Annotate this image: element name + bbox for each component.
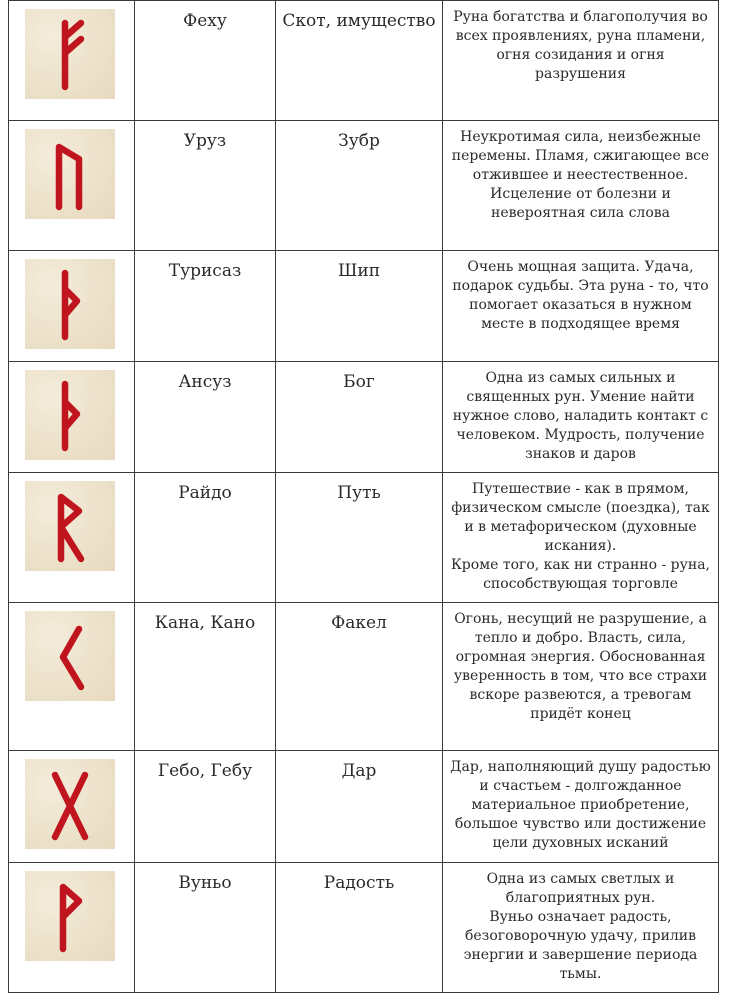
rune-meaning: Шип — [337, 261, 381, 281]
rune-description: Огонь, несущий не разрушение, а тепло и добро. Власть, сила, огромная энергия. Обоснованная уверенность в том, что все страхи вскоре развеются, а тревогам придёт конец — [453, 611, 708, 722]
rune-name-cell — [135, 473, 276, 603]
rune-meaning: Путь — [337, 483, 381, 503]
rune-meaning-cell — [276, 362, 443, 473]
rune-name-cell — [135, 751, 276, 863]
table-row — [9, 362, 719, 473]
rune-meaning-cell — [276, 121, 443, 251]
wunjo-rune-icon — [25, 871, 115, 961]
rune-tile — [25, 370, 115, 460]
rune-description-cell — [443, 362, 719, 473]
rune-name: Вуньо — [178, 873, 232, 893]
rune-name: Райдо — [178, 483, 232, 503]
rune-description: Дар, наполняющий душу радостью и счастьем - долгожданное материальное приобретение, большое чувство или достижение цели духовных исканий — [450, 759, 711, 851]
rune-meaning-cell — [276, 1, 443, 121]
table-row — [9, 1, 719, 121]
ansuz-rune-icon — [25, 370, 115, 460]
rune-meaning: Бог — [343, 372, 375, 392]
rune-name: Кана, Кано — [154, 613, 256, 633]
rune-description-cell — [443, 121, 719, 251]
rune-name: Гебо, Гебу — [157, 761, 253, 781]
rune-image-cell — [9, 751, 135, 863]
thurisaz-rune-icon — [25, 259, 115, 349]
rune-description-cell — [443, 751, 719, 863]
rune-image-cell — [9, 362, 135, 473]
rune-name-cell — [135, 603, 276, 751]
rune-description: Неукротимая сила, неизбежные перемены. Пламя, сжигающее все отжившее и неестественное. Исцеление от болезни и невероятная сила слова — [451, 129, 710, 221]
rune-meaning-cell — [276, 251, 443, 362]
rune-tile — [25, 611, 115, 701]
rune-description: Очень мощная защита. Удача, подарок судьбы. Эта руна - то, что помогает оказаться в нужном месте в подходящее время — [452, 259, 709, 332]
rune-meaning: Радость — [323, 873, 395, 893]
rune-tile — [25, 129, 115, 219]
rune-meaning: Дар — [341, 761, 377, 781]
rune-meaning: Скот, имущество — [282, 11, 436, 31]
runes-table — [8, 0, 719, 993]
kano-rune-icon — [25, 611, 115, 701]
rune-meaning: Зубр — [338, 131, 380, 151]
rune-image-cell — [9, 603, 135, 751]
rune-name: Уруз — [183, 131, 227, 151]
raido-rune-icon — [25, 481, 115, 571]
rune-meaning: Факел — [331, 613, 387, 633]
rune-tile — [25, 871, 115, 961]
rune-description-cell — [443, 1, 719, 121]
rune-name: Ансуз — [178, 372, 232, 392]
rune-tile — [25, 9, 115, 99]
rune-image-cell — [9, 863, 135, 993]
uruz-rune-icon — [25, 129, 115, 219]
rune-tile — [25, 259, 115, 349]
table-row — [9, 473, 719, 603]
table-row — [9, 603, 719, 751]
rune-tile — [25, 481, 115, 571]
rune-name-cell — [135, 251, 276, 362]
rune-description: Путешествие - как в прямом, физическом смысле (поездка), так и в метафорическом (духовные искания). Кроме того, как ни странно - руна, способствующая торговле — [450, 481, 711, 592]
table-row — [9, 863, 719, 993]
rune-tile — [25, 759, 115, 849]
rune-name: Феху — [183, 11, 227, 31]
rune-meaning-cell — [276, 473, 443, 603]
rune-name-cell — [135, 362, 276, 473]
rune-description-cell — [443, 603, 719, 751]
table-row — [9, 251, 719, 362]
rune-description-cell — [443, 473, 719, 603]
rune-name: Турисаз — [168, 261, 242, 281]
rune-meaning-cell — [276, 751, 443, 863]
rune-meaning-cell — [276, 603, 443, 751]
rune-description-cell — [443, 251, 719, 362]
rune-description: Одна из самых сильных и священных рун. Умение найти нужное слово, наладить контакт с человеком. Мудрость, получение знаков и даров — [452, 370, 709, 462]
rune-image-cell — [9, 1, 135, 121]
rune-image-cell — [9, 473, 135, 603]
rune-name-cell — [135, 1, 276, 121]
rune-name-cell — [135, 121, 276, 251]
rune-description-cell — [443, 863, 719, 993]
fehu-rune-icon — [25, 9, 115, 99]
gebo-rune-icon — [25, 759, 115, 849]
rune-image-cell — [9, 121, 135, 251]
rune-description: Одна из самых светлых и благоприятных рун. Вуньо означает радость, безоговорочную удачу, прилив энергии и завершение периода тьмы. — [463, 871, 698, 982]
table-row — [9, 751, 719, 863]
rune-image-cell — [9, 251, 135, 362]
rune-name-cell — [135, 863, 276, 993]
rune-description: Руна богатства и благополучия во всех проявлениях, руна пламени, огня созидания и огня разрушения — [453, 9, 708, 82]
rune-meaning-cell — [276, 863, 443, 993]
table-row — [9, 121, 719, 251]
